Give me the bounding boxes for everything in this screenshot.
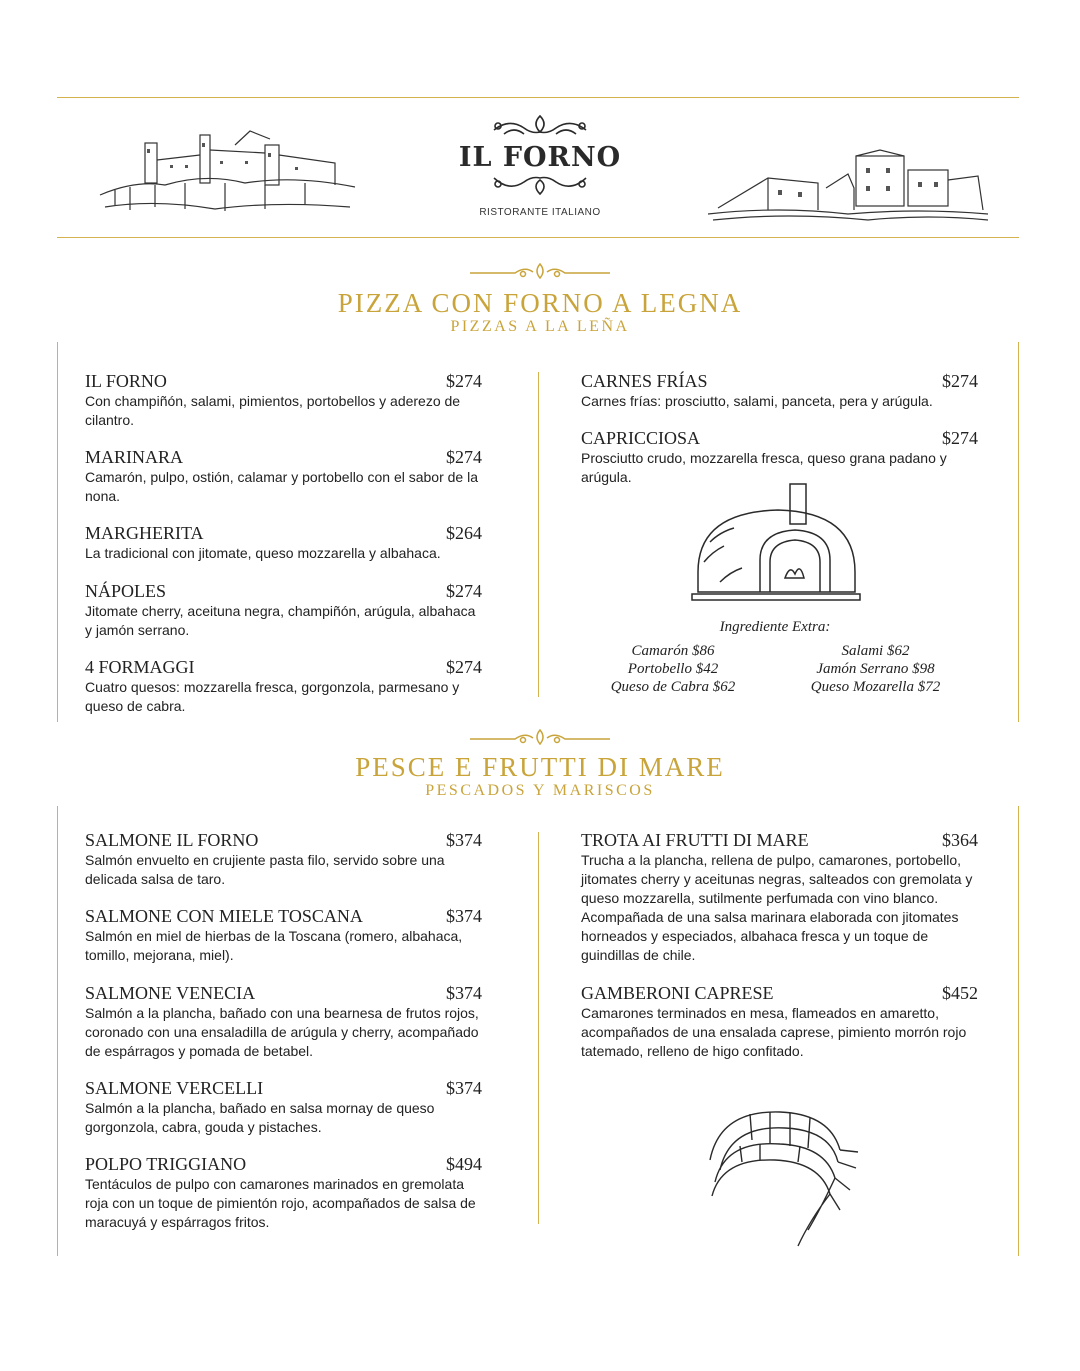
item-price: $374 <box>446 983 482 1003</box>
item-description: Camarones terminados en mesa, flameados en amaretto, acompañados de una ensalada caprese, pimiento morrón rojo tatemado, relleno de higo confitado. <box>581 1005 967 1059</box>
item-name: SALMONE VERCELLI <box>85 1078 264 1098</box>
brand-logo: IL FORNO <box>458 142 622 173</box>
extra-item: Salami $62 <box>841 643 910 659</box>
item-price: $274 <box>446 371 482 391</box>
extra-item: Queso Mozarella $72 <box>810 679 941 695</box>
item-name: SALMONE VENECIA <box>85 983 256 1003</box>
extra-item: Camarón $86 <box>631 643 715 659</box>
item-description: Carnes frías: prosciutto, salami, panceta, pera y arúgula. <box>581 393 933 409</box>
extras-list-left <box>598 642 748 696</box>
section-title-seafood: PESCE E FRUTTI DI MARE <box>355 752 725 782</box>
item-description: Salmón a la plancha, bañado con una bearnesa de frutos rojos, coronado con una ensaladilla de arúgula y cherry, acompañado de espárragos y pomada de betabel. <box>85 1005 479 1059</box>
menu-item <box>85 370 482 430</box>
column-divider <box>538 832 539 1224</box>
menu-item <box>85 905 482 965</box>
column-divider <box>538 372 539 697</box>
item-price: $274 <box>446 581 482 601</box>
castle-illustration <box>95 125 360 215</box>
item-description: Tentáculos de pulpo con camarones marinados en gremolata roja con un toque de pimientón rojo, acompañados de salsa de maracuyá y espárragos fritos. <box>85 1176 476 1230</box>
menu-item <box>85 522 482 563</box>
item-name: NÁPOLES <box>85 581 167 601</box>
menu-item <box>85 656 482 716</box>
extras-title: Ingrediente Extra: <box>719 619 831 635</box>
item-name: CAPRICCIOSA <box>581 428 701 448</box>
item-name: MARINARA <box>85 447 184 467</box>
item-name: 4 FORMAGGI <box>85 657 195 677</box>
item-name: MARGHERITA <box>85 523 204 543</box>
extra-item: Queso de Cabra $62 <box>610 679 736 695</box>
item-price: $274 <box>942 428 978 448</box>
item-name: IL FORNO <box>85 371 167 391</box>
menu-item <box>85 1153 482 1232</box>
item-description: Cuatro quesos: mozzarella fresca, gorgonzola, parmesano y queso de cabra. <box>85 679 460 714</box>
brand-tagline: RISTORANTE ITALIANO <box>479 207 601 218</box>
item-name: SALMONE IL FORNO <box>85 830 259 850</box>
section-title-pizza: PIZZA CON FORNO A LEGNA <box>337 288 743 318</box>
section-subtitle-seafood: PESCADOS Y MARISCOS <box>425 782 655 799</box>
frame-right-rule <box>1018 342 1019 722</box>
item-description: Prosciutto crudo, mozzarella fresca, queso grana padano y arúgula. <box>581 450 947 485</box>
item-price: $494 <box>446 1154 482 1174</box>
shrimp-illustration <box>690 1100 865 1250</box>
village-illustration <box>708 148 990 223</box>
item-price: $452 <box>942 983 978 1003</box>
menu-item <box>85 446 482 506</box>
item-name: TROTA AI FRUTTI DI MARE <box>581 830 809 850</box>
extra-item: Portobello $42 <box>627 661 719 677</box>
item-name: SALMONE CON MIELE TOSCANA <box>85 906 363 926</box>
extra-item: Jamón Serrano $98 <box>816 661 935 677</box>
item-name: GAMBERONI CAPRESE <box>581 983 774 1003</box>
item-price: $274 <box>446 657 482 677</box>
pizza-oven-illustration <box>690 482 865 604</box>
section-ornament-icon <box>465 262 615 280</box>
item-price: $274 <box>446 447 482 467</box>
extras-list-right <box>798 642 953 696</box>
menu-item <box>85 1077 482 1137</box>
item-price: $374 <box>446 906 482 926</box>
header-top-rule <box>57 97 1019 98</box>
frame-left-rule <box>57 342 58 722</box>
menu-item <box>85 829 482 889</box>
item-description: Con champiñón, salami, pimientos, portobellos y aderezo de cilantro. <box>85 393 461 428</box>
item-price: $264 <box>446 523 482 543</box>
section-subtitle-pizza: PIZZAS A LA LEÑA <box>450 318 630 335</box>
item-description: Salmón envuelto en crujiente pasta filo, servido sobre una delicada salsa de taro. <box>85 852 445 887</box>
item-price: $274 <box>942 371 978 391</box>
frame-right-rule <box>1018 806 1019 1256</box>
logo-ornament-bottom-icon <box>484 172 596 198</box>
menu-item <box>85 982 482 1061</box>
item-description: Jitomate cherry, aceituna negra, champiñón, arúgula, albahaca y jamón serrano. <box>85 603 476 638</box>
item-name: CARNES FRÍAS <box>581 371 708 391</box>
section-ornament-icon <box>465 728 615 746</box>
menu-item <box>85 580 482 640</box>
item-price: $364 <box>942 830 978 850</box>
menu-item <box>581 829 978 965</box>
item-price: $374 <box>446 1078 482 1098</box>
item-name: POLPO TRIGGIANO <box>85 1154 247 1174</box>
item-description: La tradicional con jitomate, queso mozzarella y albahaca. <box>85 545 441 561</box>
menu-item <box>581 370 978 411</box>
item-price: $374 <box>446 830 482 850</box>
menu-item <box>581 427 978 487</box>
logo-ornament-top-icon <box>484 112 596 142</box>
header-bottom-rule <box>57 237 1019 238</box>
item-description: Camarón, pulpo, ostión, calamar y portobello con el sabor de la nona. <box>85 469 478 504</box>
item-description: Salmón en miel de hierbas de la Toscana (romero, albahaca, tomillo, mejorana, miel). <box>85 928 463 963</box>
item-description: Trucha a la plancha, rellena de pulpo, camarones, portobello, jitomates cherry y aceitunas negras, salteados con gremolata y queso mozzarella, sutilmente perfumada con vino blanco. Acompañada de una salsa marinara elaborada con jitomates horneados y especiados, albahaca fresca y un toque de guindillas de chile. <box>581 852 973 963</box>
item-description: Salmón a la plancha, bañado en salsa mornay de queso gorgonzola, cabra, gouda y pistaches. <box>85 1100 435 1135</box>
menu-item <box>581 982 978 1061</box>
frame-left-rule <box>57 806 58 1256</box>
